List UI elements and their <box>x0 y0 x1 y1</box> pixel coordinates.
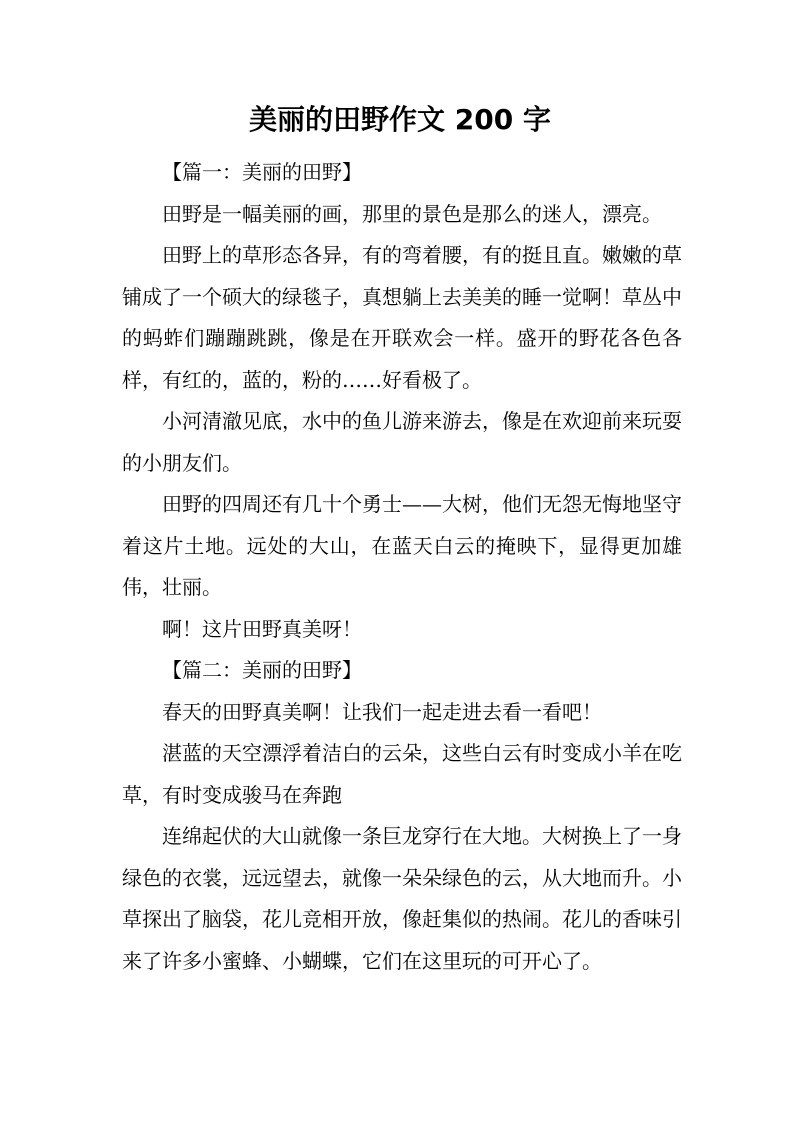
paragraph: 湛蓝的天空漂浮着洁白的云朵，这些白云有时变成小羊在吃草，有时变成骏马在奔跑 <box>122 741 682 807</box>
paragraph: 小河清澈见底，水中的鱼儿游来游去，像是在欢迎前来玩耍的小朋友们。 <box>122 409 682 475</box>
paragraph: 春天的田野真美啊！让我们一起走进去看一看吧！ <box>162 699 602 724</box>
paragraph: 连绵起伏的大山就像一条巨龙穿行在大地。大树换上了一身绿色的衣裳，远远望去，就像一朵朵绿色的云，从大地而升。小草探出了脑袋，花儿竞相开放，像赶集似的热闹。花儿的香味引来了许多小蜜蜂、小蝴蝶，它们在这里玩的可开心了。 <box>122 824 682 973</box>
document-title: 美丽的田野作文 200 字 <box>249 103 551 136</box>
document-body <box>122 152 682 982</box>
section-heading-1: 【篇一：美丽的田野】 <box>162 160 362 184</box>
paragraph: 啊！这片田野真美呀！ <box>162 616 362 641</box>
section-heading-2: 【篇二：美丽的田野】 <box>162 658 362 682</box>
paragraph: 田野的四周还有几十个勇士——大树，他们无怨无悔地坚守着这片土地。远处的大山，在蓝天白云的掩映下，显得更加雄伟，壮丽。 <box>122 492 682 599</box>
paragraph: 田野上的草形态各异，有的弯着腰，有的挺且直。嫩嫩的草铺成了一个硕大的绿毯子，真想躺上去美美的睡一觉啊！草丛中的蚂蚱们蹦蹦跳跳，像是在开联欢会一样。盛开的野花各色各样，有红的，蓝的，粉的……好看极了。 <box>122 243 682 392</box>
paragraph: 田野是一幅美丽的画，那里的景色是那么的迷人，漂亮。 <box>162 201 662 226</box>
